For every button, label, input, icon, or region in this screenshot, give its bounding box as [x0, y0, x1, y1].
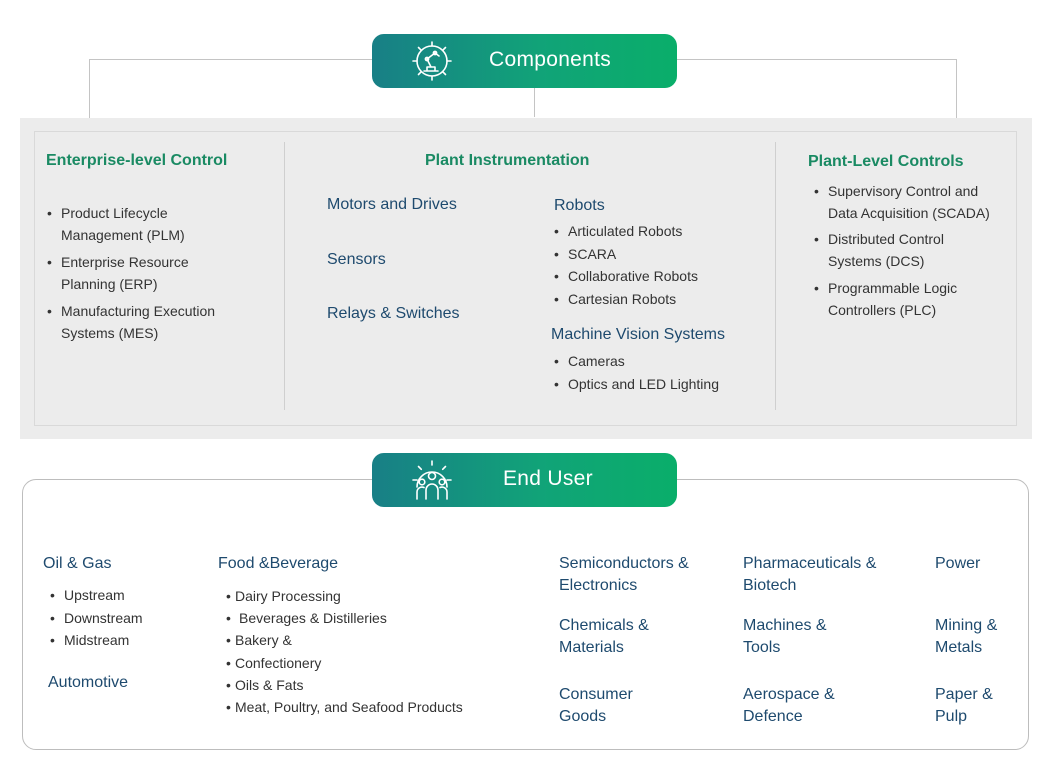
plant-item-dcs: Distributed Control Systems (DCS)	[828, 231, 944, 269]
chemicals-label: Chemicals & Materials	[559, 617, 649, 656]
oil-gas-title: Oil & Gas	[43, 555, 112, 572]
food-bullet-5: •	[226, 677, 231, 693]
food-item-confectionery: Confectionery	[235, 655, 322, 671]
divider-2	[775, 142, 776, 410]
robot-collaborative: • Collaborative Robots	[554, 265, 698, 288]
food-item-bakery: Bakery &	[235, 632, 292, 648]
oil-gas-list	[50, 584, 143, 652]
plant-level-bullet-2: •	[814, 231, 819, 247]
robots-list	[554, 220, 698, 310]
machine-vision-title: Machine Vision Systems	[551, 326, 725, 343]
relays-switches-label: Relays & Switches	[327, 305, 460, 322]
enterprise-item-mes: Manufacturing Execution Systems (MES)	[61, 303, 216, 341]
connector-middle	[534, 87, 535, 117]
automotive-label: Automotive	[48, 674, 129, 691]
food-item-oils-fats: Oils & Fats	[235, 677, 304, 693]
plant-instrumentation-title: Plant Instrumentation	[425, 152, 590, 169]
food-bullet-4: •	[226, 655, 231, 671]
gear-robot-arm-icon	[408, 38, 456, 84]
enterprise-bullet-2: •	[47, 254, 52, 270]
enterprise-bullet-3: •	[47, 303, 52, 319]
pharmaceuticals-label: Pharmaceuticals & Biotech	[743, 555, 877, 594]
food-bullet-1: •	[226, 588, 231, 604]
robots-title: Robots	[554, 197, 605, 214]
plant-item-plc: Programmable Logic Controllers (PLC)	[828, 280, 958, 318]
end-user-header	[372, 453, 677, 507]
food-item-beverages: Beverages & Distilleries	[239, 610, 387, 626]
food-bullet-2: •	[226, 610, 231, 626]
oil-gas-downstream: • Downstream	[50, 607, 143, 630]
food-bullet-3: •	[226, 632, 231, 648]
connector-right	[676, 59, 957, 118]
aerospace-defence-label: Aerospace & Defence	[743, 686, 835, 725]
connector-left	[89, 59, 375, 118]
mining-metals-label: Mining & Metals	[935, 617, 998, 656]
end-user-title: End User	[503, 467, 593, 490]
robot-cartesian: • Cartesian Robots	[554, 288, 698, 311]
vision-optics: • Optics and LED Lighting	[554, 373, 719, 396]
plant-level-bullet-1: •	[814, 183, 819, 199]
consumer-goods-label: Consumer Goods	[559, 686, 633, 725]
food-item-dairy: Dairy Processing	[235, 588, 341, 604]
components-header	[372, 34, 677, 88]
sensors-label: Sensors	[327, 251, 386, 268]
plant-item-scada: Supervisory Control and Data Acquisition (SCADA)	[828, 183, 990, 221]
oil-gas-midstream: • Midstream	[50, 629, 143, 652]
enterprise-item-erp: Enterprise Resource Planning (ERP)	[61, 254, 189, 292]
components-title: Components	[489, 48, 612, 71]
enterprise-bullet-1: •	[47, 205, 52, 221]
gear-people-icon	[408, 457, 456, 503]
vision-cameras: • Cameras	[554, 350, 719, 373]
semiconductors-label: Semiconductors & Electronics	[559, 555, 689, 594]
food-bullet-6: •	[226, 699, 231, 715]
robot-articulated: • Articulated Robots	[554, 220, 698, 243]
divider-1	[284, 142, 285, 410]
motors-drives-label: Motors and Drives	[327, 196, 457, 213]
enterprise-title: Enterprise-level Control	[46, 152, 228, 169]
oil-gas-upstream: • Upstream	[50, 584, 143, 607]
power-label: Power	[935, 555, 981, 572]
enterprise-item-plm: Product Lifecycle Management (PLM)	[61, 205, 185, 243]
food-beverage-title: Food &Beverage	[218, 555, 339, 572]
food-item-meat: Meat, Poultry, and Seafood Products	[235, 699, 463, 715]
vision-list	[554, 350, 719, 395]
plant-level-title: Plant-Level Controls	[808, 153, 964, 170]
machines-tools-label: Machines & Tools	[743, 617, 827, 656]
plant-level-bullet-3: •	[814, 280, 819, 296]
robot-scara: • SCARA	[554, 243, 698, 266]
paper-pulp-label: Paper & Pulp	[935, 686, 993, 725]
end-user-panel	[22, 479, 1029, 750]
